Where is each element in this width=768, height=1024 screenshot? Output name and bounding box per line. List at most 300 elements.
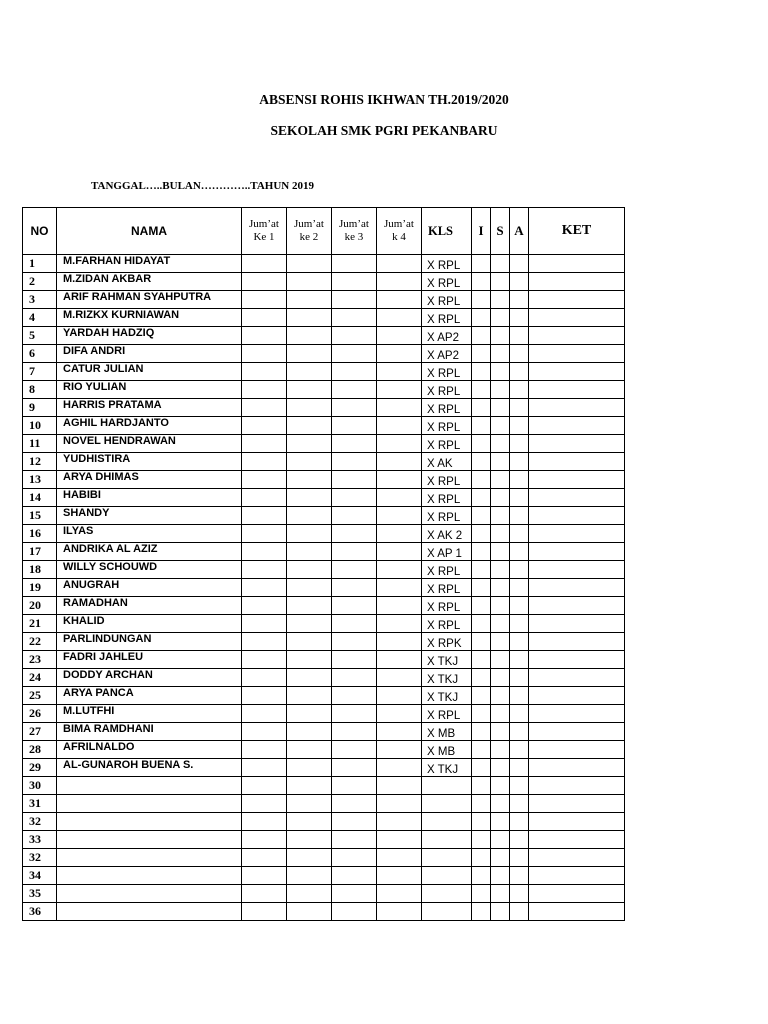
alpa-cell (510, 741, 529, 759)
header-jumat-1 (242, 208, 287, 255)
student-name (57, 831, 242, 849)
alpa-cell (510, 291, 529, 309)
jumat-2-cell (287, 849, 332, 867)
student-name (57, 903, 242, 921)
izin-cell (472, 561, 491, 579)
student-name: KHALID (57, 615, 242, 633)
jumat-4-cell (377, 651, 422, 669)
student-name: YUDHISTIRA (57, 453, 242, 471)
alpa-cell (510, 687, 529, 705)
jumat-2-cell (287, 453, 332, 471)
keterangan-cell (529, 687, 625, 705)
izin-cell (472, 489, 491, 507)
row-number: 2 (23, 273, 57, 291)
jumat-1-cell (242, 777, 287, 795)
jumat-4-cell (377, 345, 422, 363)
document-subtitle: SEKOLAH SMK PGRI PEKANBARU (270, 123, 498, 138)
sakit-cell (491, 759, 510, 777)
alpa-cell (510, 579, 529, 597)
jumat-2-cell (287, 363, 332, 381)
student-name: ILYAS (57, 525, 242, 543)
sakit-cell (491, 471, 510, 489)
izin-cell (472, 759, 491, 777)
jumat-2-cell (287, 633, 332, 651)
alpa-cell (510, 273, 529, 291)
student-name (57, 849, 242, 867)
jumat-4-cell (377, 309, 422, 327)
class-cell: X RPL (422, 705, 472, 723)
header-jumat-2-line2: ke 2 (299, 231, 319, 243)
class-cell: X RPL (422, 381, 472, 399)
sakit-cell (491, 273, 510, 291)
class-cell (422, 867, 472, 885)
sakit-cell (491, 363, 510, 381)
jumat-2-cell (287, 507, 332, 525)
table-header-row (23, 208, 625, 255)
alpa-cell (510, 435, 529, 453)
jumat-3-cell (332, 435, 377, 453)
row-number: 34 (23, 867, 57, 885)
student-name: HARRIS PRATAMA (57, 399, 242, 417)
izin-cell (472, 597, 491, 615)
alpa-cell (510, 489, 529, 507)
sakit-cell (491, 633, 510, 651)
sakit-cell (491, 795, 510, 813)
keterangan-cell (529, 327, 625, 345)
student-name: YARDAH HADZIQ (57, 327, 242, 345)
student-name: M.FARHAN HIDAYAT (57, 255, 242, 273)
jumat-3-cell (332, 381, 377, 399)
alpa-cell (510, 309, 529, 327)
date-line: TANGGAL…..BULAN…………..TAHUN 2019 (91, 180, 314, 192)
jumat-3-cell (332, 327, 377, 345)
class-cell: X RPL (422, 417, 472, 435)
alpa-cell (510, 363, 529, 381)
jumat-1-cell (242, 345, 287, 363)
student-name: ANDRIKA AL AZIZ (57, 543, 242, 561)
jumat-4-cell (377, 885, 422, 903)
table-row (23, 327, 625, 345)
sakit-cell (491, 489, 510, 507)
student-name (57, 777, 242, 795)
student-name: WILLY SCHOUWD (57, 561, 242, 579)
jumat-4-cell (377, 417, 422, 435)
sakit-cell (491, 777, 510, 795)
header-jumat-3-line2: ke 3 (344, 231, 364, 243)
header-nama: NAMA (57, 208, 242, 255)
alpa-cell (510, 345, 529, 363)
jumat-3-cell (332, 615, 377, 633)
jumat-4-cell (377, 525, 422, 543)
jumat-2-cell (287, 561, 332, 579)
izin-cell (472, 849, 491, 867)
alpa-cell (510, 669, 529, 687)
jumat-4-cell (377, 399, 422, 417)
izin-cell (472, 633, 491, 651)
table-row (23, 543, 625, 561)
izin-cell (472, 309, 491, 327)
row-number: 30 (23, 777, 57, 795)
jumat-3-cell (332, 489, 377, 507)
izin-cell (472, 363, 491, 381)
jumat-2-cell (287, 327, 332, 345)
izin-cell (472, 813, 491, 831)
jumat-2-cell (287, 309, 332, 327)
class-cell: X MB (422, 723, 472, 741)
table-row (23, 489, 625, 507)
attendance-table (22, 207, 625, 921)
izin-cell (472, 867, 491, 885)
header-jumat-1-line2: Ke 1 (253, 231, 275, 243)
jumat-1-cell (242, 795, 287, 813)
jumat-3-cell (332, 705, 377, 723)
jumat-4-cell (377, 327, 422, 345)
class-cell: X RPL (422, 507, 472, 525)
student-name (57, 795, 242, 813)
sakit-cell (491, 543, 510, 561)
jumat-2-cell (287, 579, 332, 597)
table-row (23, 669, 625, 687)
jumat-2-cell (287, 795, 332, 813)
sakit-cell (491, 867, 510, 885)
document-title: ABSENSI ROHIS IKHWAN TH.2019/2020 (259, 92, 509, 107)
row-number: 22 (23, 633, 57, 651)
class-cell: X MB (422, 741, 472, 759)
izin-cell (472, 831, 491, 849)
table-row (23, 831, 625, 849)
izin-cell (472, 507, 491, 525)
jumat-3-cell (332, 309, 377, 327)
row-number: 8 (23, 381, 57, 399)
jumat-4-cell (377, 561, 422, 579)
jumat-1-cell (242, 489, 287, 507)
sakit-cell (491, 615, 510, 633)
header-jumat-3 (332, 208, 377, 255)
keterangan-cell (529, 777, 625, 795)
alpa-cell (510, 471, 529, 489)
jumat-3-cell (332, 741, 377, 759)
header-a: A (510, 208, 529, 255)
sakit-cell (491, 687, 510, 705)
jumat-3-cell (332, 777, 377, 795)
izin-cell (472, 345, 491, 363)
row-number: 24 (23, 669, 57, 687)
row-number: 23 (23, 651, 57, 669)
sakit-cell (491, 669, 510, 687)
student-name: ANUGRAH (57, 579, 242, 597)
jumat-1-cell (242, 831, 287, 849)
jumat-2-cell (287, 831, 332, 849)
keterangan-cell (529, 669, 625, 687)
jumat-4-cell (377, 831, 422, 849)
jumat-1-cell (242, 381, 287, 399)
jumat-4-cell (377, 759, 422, 777)
jumat-4-cell (377, 687, 422, 705)
jumat-4-cell (377, 579, 422, 597)
jumat-4-cell (377, 777, 422, 795)
row-number: 19 (23, 579, 57, 597)
jumat-3-cell (332, 759, 377, 777)
student-name (57, 867, 242, 885)
izin-cell (472, 669, 491, 687)
jumat-1-cell (242, 507, 287, 525)
jumat-2-cell (287, 759, 332, 777)
keterangan-cell (529, 489, 625, 507)
jumat-4-cell (377, 489, 422, 507)
keterangan-cell (529, 381, 625, 399)
keterangan-cell (529, 435, 625, 453)
keterangan-cell (529, 867, 625, 885)
jumat-4-cell (377, 381, 422, 399)
keterangan-cell (529, 813, 625, 831)
jumat-2-cell (287, 381, 332, 399)
jumat-2-cell (287, 417, 332, 435)
alpa-cell (510, 381, 529, 399)
class-cell: X RPL (422, 291, 472, 309)
izin-cell (472, 453, 491, 471)
student-name: HABIBI (57, 489, 242, 507)
jumat-3-cell (332, 399, 377, 417)
keterangan-cell (529, 471, 625, 489)
jumat-1-cell (242, 705, 287, 723)
keterangan-cell (529, 417, 625, 435)
jumat-1-cell (242, 327, 287, 345)
jumat-2-cell (287, 435, 332, 453)
jumat-2-cell (287, 399, 332, 417)
class-cell: X RPL (422, 399, 472, 417)
table-row (23, 363, 625, 381)
header-i: I (472, 208, 491, 255)
jumat-3-cell (332, 669, 377, 687)
alpa-cell (510, 831, 529, 849)
jumat-2-cell (287, 867, 332, 885)
header-jumat-4-line1: Jum’at (384, 218, 414, 230)
sakit-cell (491, 417, 510, 435)
jumat-2-cell (287, 903, 332, 921)
izin-cell (472, 651, 491, 669)
jumat-2-cell (287, 543, 332, 561)
alpa-cell (510, 849, 529, 867)
alpa-cell (510, 417, 529, 435)
header-kls: KLS (422, 208, 472, 255)
alpa-cell (510, 723, 529, 741)
student-name: AFRILNALDO (57, 741, 242, 759)
jumat-2-cell (287, 669, 332, 687)
jumat-1-cell (242, 903, 287, 921)
class-cell: X RPL (422, 363, 472, 381)
alpa-cell (510, 705, 529, 723)
class-cell (422, 849, 472, 867)
jumat-4-cell (377, 273, 422, 291)
keterangan-cell (529, 759, 625, 777)
class-cell: X RPL (422, 309, 472, 327)
jumat-2-cell (287, 651, 332, 669)
row-number: 9 (23, 399, 57, 417)
class-cell (422, 903, 472, 921)
row-number: 29 (23, 759, 57, 777)
class-cell (422, 813, 472, 831)
jumat-4-cell (377, 903, 422, 921)
jumat-3-cell (332, 885, 377, 903)
jumat-4-cell (377, 615, 422, 633)
jumat-2-cell (287, 471, 332, 489)
jumat-2-cell (287, 687, 332, 705)
alpa-cell (510, 453, 529, 471)
jumat-4-cell (377, 723, 422, 741)
alpa-cell (510, 561, 529, 579)
izin-cell (472, 741, 491, 759)
sakit-cell (491, 723, 510, 741)
class-cell: X TKJ (422, 759, 472, 777)
class-cell: X RPL (422, 561, 472, 579)
jumat-1-cell (242, 885, 287, 903)
keterangan-cell (529, 705, 625, 723)
jumat-4-cell (377, 813, 422, 831)
jumat-1-cell (242, 615, 287, 633)
jumat-1-cell (242, 651, 287, 669)
izin-cell (472, 903, 491, 921)
row-number: 7 (23, 363, 57, 381)
class-cell: X TKJ (422, 651, 472, 669)
jumat-1-cell (242, 741, 287, 759)
student-name: AGHIL HARDJANTO (57, 417, 242, 435)
jumat-2-cell (287, 273, 332, 291)
jumat-3-cell (332, 723, 377, 741)
izin-cell (472, 291, 491, 309)
row-number: 33 (23, 831, 57, 849)
jumat-3-cell (332, 507, 377, 525)
jumat-2-cell (287, 813, 332, 831)
sakit-cell (491, 309, 510, 327)
jumat-3-cell (332, 417, 377, 435)
student-name: CATUR JULIAN (57, 363, 242, 381)
jumat-1-cell (242, 579, 287, 597)
alpa-cell (510, 255, 529, 273)
izin-cell (472, 777, 491, 795)
sakit-cell (491, 507, 510, 525)
class-cell: X TKJ (422, 687, 472, 705)
jumat-1-cell (242, 363, 287, 381)
row-number: 1 (23, 255, 57, 273)
keterangan-cell (529, 291, 625, 309)
keterangan-cell (529, 309, 625, 327)
sakit-cell (491, 903, 510, 921)
class-cell (422, 885, 472, 903)
sakit-cell (491, 399, 510, 417)
jumat-4-cell (377, 597, 422, 615)
keterangan-cell (529, 543, 625, 561)
class-cell (422, 777, 472, 795)
table-row (23, 381, 625, 399)
jumat-3-cell (332, 651, 377, 669)
izin-cell (472, 723, 491, 741)
class-cell: X RPL (422, 489, 472, 507)
sakit-cell (491, 651, 510, 669)
izin-cell (472, 525, 491, 543)
sakit-cell (491, 345, 510, 363)
izin-cell (472, 255, 491, 273)
jumat-3-cell (332, 255, 377, 273)
jumat-4-cell (377, 471, 422, 489)
sakit-cell (491, 741, 510, 759)
table-row (23, 813, 625, 831)
alpa-cell (510, 759, 529, 777)
student-name (57, 813, 242, 831)
table-row (23, 579, 625, 597)
jumat-3-cell (332, 471, 377, 489)
jumat-1-cell (242, 633, 287, 651)
jumat-1-cell (242, 561, 287, 579)
jumat-1-cell (242, 255, 287, 273)
jumat-4-cell (377, 867, 422, 885)
jumat-1-cell (242, 291, 287, 309)
sakit-cell (491, 381, 510, 399)
table-row (23, 309, 625, 327)
izin-cell (472, 615, 491, 633)
izin-cell (472, 705, 491, 723)
table-row (23, 435, 625, 453)
class-cell (422, 831, 472, 849)
header-jumat-1-line1: Jum’at (249, 218, 279, 230)
student-name: M.RIZKX KURNIAWAN (57, 309, 242, 327)
alpa-cell (510, 885, 529, 903)
table-row (23, 561, 625, 579)
jumat-4-cell (377, 453, 422, 471)
row-number: 3 (23, 291, 57, 309)
keterangan-cell (529, 453, 625, 471)
jumat-2-cell (287, 291, 332, 309)
header-jumat-3-line1: Jum’at (339, 218, 369, 230)
student-name: SHANDY (57, 507, 242, 525)
student-name: ARIF RAHMAN SYAHPUTRA (57, 291, 242, 309)
jumat-2-cell (287, 255, 332, 273)
keterangan-cell (529, 849, 625, 867)
row-number: 10 (23, 417, 57, 435)
jumat-3-cell (332, 273, 377, 291)
class-cell: X AP 1 (422, 543, 472, 561)
student-name: AL-GUNAROH BUENA S. (57, 759, 242, 777)
jumat-1-cell (242, 867, 287, 885)
jumat-4-cell (377, 435, 422, 453)
sakit-cell (491, 579, 510, 597)
table-row (23, 795, 625, 813)
class-cell: X RPK (422, 633, 472, 651)
izin-cell (472, 417, 491, 435)
jumat-1-cell (242, 399, 287, 417)
izin-cell (472, 273, 491, 291)
row-number: 27 (23, 723, 57, 741)
alpa-cell (510, 903, 529, 921)
jumat-2-cell (287, 741, 332, 759)
table-row (23, 759, 625, 777)
jumat-1-cell (242, 813, 287, 831)
sakit-cell (491, 255, 510, 273)
row-number: 32 (23, 813, 57, 831)
class-cell: X AK 2 (422, 525, 472, 543)
table-row (23, 525, 625, 543)
table-row (23, 633, 625, 651)
header-s: S (491, 208, 510, 255)
student-name: FADRI JAHLEU (57, 651, 242, 669)
sakit-cell (491, 561, 510, 579)
row-number: 16 (23, 525, 57, 543)
jumat-4-cell (377, 363, 422, 381)
keterangan-cell (529, 723, 625, 741)
jumat-3-cell (332, 363, 377, 381)
student-name: BIMA RAMDHANI (57, 723, 242, 741)
jumat-2-cell (287, 885, 332, 903)
izin-cell (472, 885, 491, 903)
